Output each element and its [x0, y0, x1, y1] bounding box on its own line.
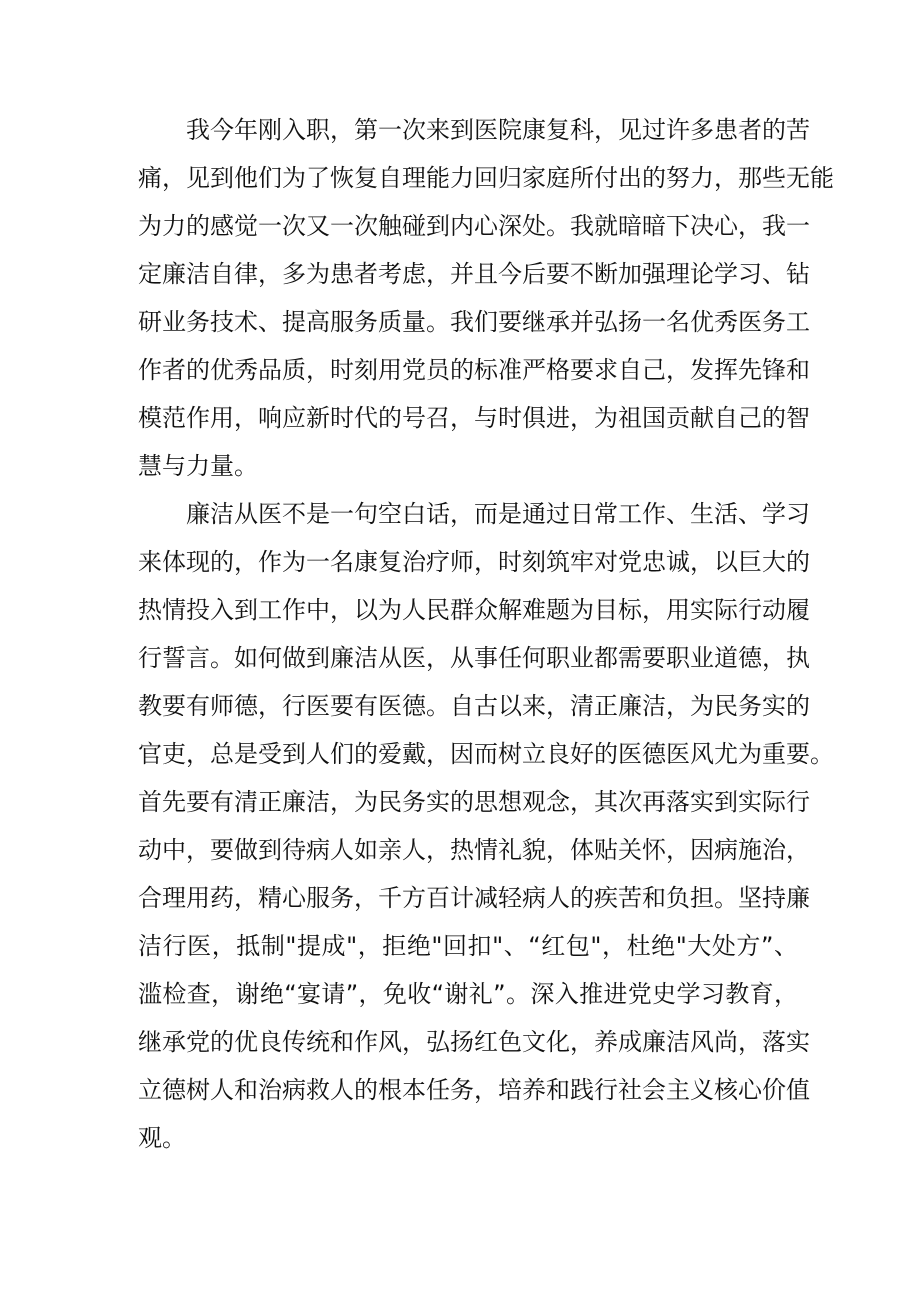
paragraph-1-line-8: 慧与力量。	[138, 452, 258, 480]
paragraph-2-line-2: 来体现的，作为一名康复治疗师，时刻筑牢对党忠诚，以巨大的	[138, 548, 810, 576]
paragraph-1-line-6: 作者的优秀品质，时刻用党员的标准严格要求自己，发挥先锋和	[138, 356, 810, 384]
paragraph-2-line-14: 观。	[138, 1124, 186, 1152]
paragraph-2-line-11: 滥检查，谢绝“宴请”，免收“谢礼”。深入推进党史学习教育，	[138, 980, 798, 1008]
paragraph-2-line-7: 首先要有清正廉洁，为民务实的思想观念，其次再落实到实际行	[138, 788, 810, 816]
paragraph-1-line-5: 研业务技术、提高服务质量。我们要继承并弘扬一名优秀医务工	[138, 308, 810, 336]
paragraph-2-line-9: 合理用药，精心服务，千方百计减轻病人的疾苦和负担。坚持廉	[138, 884, 810, 912]
paragraph-1-line-7: 模范作用，响应新时代的号召，与时俱进，为祖国贡献自己的智	[138, 404, 810, 432]
paragraph-2-line-4: 行誓言。如何做到廉洁从医，从事任何职业都需要职业道德，执	[138, 644, 810, 672]
paragraph-1-line-2: 痛，见到他们为了恢复自理能力回归家庭所付出的努力，那些无能	[138, 164, 834, 192]
paragraph-2-line-5: 教要有师德，行医要有医德。自古以来，清正廉洁，为民务实的	[138, 692, 810, 720]
paragraph-2-line-12: 继承党的优良传统和作风，弘扬红色文化，养成廉洁风尚，落实	[138, 1028, 810, 1056]
paragraph-2-line-3: 热情投入到工作中，以为人民群众解难题为目标，用实际行动履	[138, 596, 810, 624]
paragraph-1-line-4: 定廉洁自律，多为患者考虑，并且今后要不断加强理论学习、钻	[138, 260, 810, 288]
paragraph-2-line-13: 立德树人和治病救人的根本任务，培养和践行社会主义核心价值	[138, 1076, 810, 1104]
paragraph-2-line-6: 官吏，总是受到人们的爱戴，因而树立良好的医德医风尤为重要。	[138, 740, 834, 768]
paragraph-2-line-8: 动中，要做到待病人如亲人，热情礼貌，体贴关怀，因病施治，	[138, 836, 810, 864]
paragraph-2-line-1: 廉洁从医不是一句空白话，而是通过日常工作、生活、学习	[186, 500, 810, 528]
paragraph-1-line-3: 为力的感觉一次又一次触碰到内心深处。我就暗暗下决心，我一	[138, 212, 810, 240]
paragraph-1-line-1: 我今年刚入职，第一次来到医院康复科，见过许多患者的苦	[186, 116, 810, 144]
paragraph-2-line-10: 洁行医，抵制"提成"，拒绝"回扣"、“红包"，杜绝"大处方”、	[138, 932, 798, 960]
